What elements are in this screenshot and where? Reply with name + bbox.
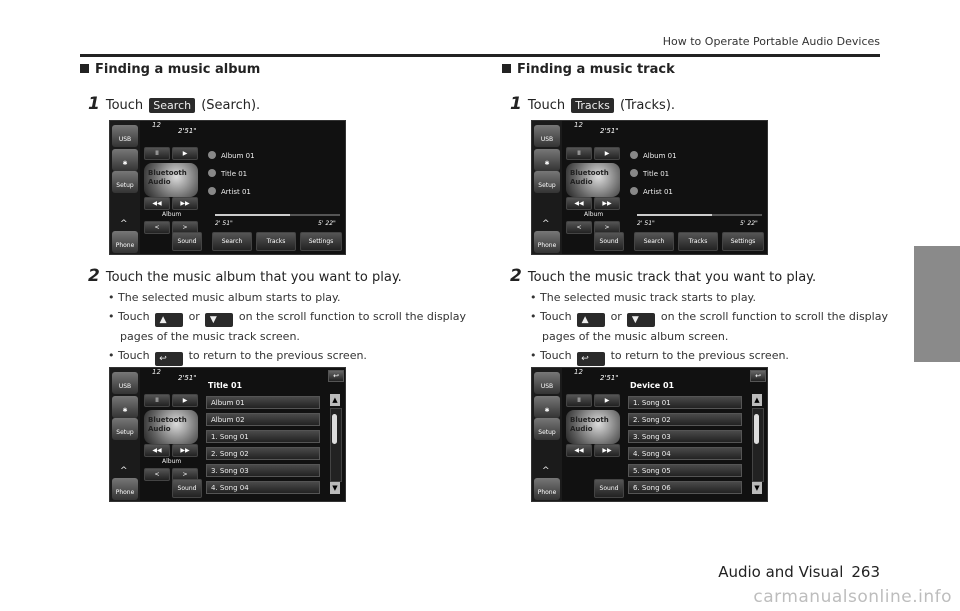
list-item[interactable]: 1. Song 01 [628, 396, 742, 409]
bluetooth-audio-logo: Bluetooth Audio [144, 410, 198, 444]
track-number: 12 [574, 121, 583, 129]
header-rule [80, 54, 880, 57]
pause-button[interactable]: II [566, 147, 592, 160]
step-1: 1 Touch Tracks (Tracks). [510, 94, 676, 114]
bullet-3: • Touch ↩ to return to the previous screen. [108, 349, 367, 364]
prev-track-button[interactable]: ◀◀ [144, 197, 170, 210]
album-label: Album [584, 211, 604, 218]
prev-track-button[interactable]: ◀◀ [144, 444, 170, 457]
next-track-button[interactable]: ▶▶ [172, 444, 198, 457]
prev-album-button[interactable]: < [144, 221, 170, 234]
list-item[interactable]: 2. Song 02 [206, 447, 320, 460]
list-title: Title 01 [208, 381, 243, 390]
title-row: Title 01 [208, 169, 247, 178]
disc-icon [630, 151, 638, 159]
usb-side-button[interactable]: USB [534, 372, 560, 394]
bluetooth-side-button[interactable]: ✱ [534, 149, 560, 171]
album-row: Album 01 [630, 151, 677, 160]
page-footer [710, 563, 880, 581]
section-heading: Finding a music album [80, 62, 470, 77]
track-number: 12 [152, 121, 161, 129]
prev-album-button[interactable]: < [566, 221, 592, 234]
person-icon [630, 187, 638, 195]
tracks-button[interactable]: Tracks [678, 232, 718, 251]
phone-side-button[interactable]: Phone [112, 231, 138, 253]
list-item[interactable]: 6. Song 06 [628, 481, 742, 494]
page-number: 263 [851, 563, 880, 581]
up-arrow-icon[interactable]: ^ [120, 219, 128, 229]
setup-side-button[interactable]: Setup [534, 171, 560, 193]
play-time: 2'51" [600, 374, 619, 382]
progress-fill [637, 214, 712, 216]
album-label: Album [162, 458, 182, 465]
list-item[interactable]: 3. Song 03 [628, 430, 742, 443]
play-button[interactable]: ▶ [172, 394, 198, 407]
list-item[interactable]: 4. Song 04 [206, 481, 320, 494]
progress-bar [637, 214, 762, 216]
back-button[interactable]: ↩ [328, 370, 344, 382]
next-album-button[interactable]: > [594, 221, 620, 234]
play-button[interactable]: ▶ [594, 394, 620, 407]
phone-side-button[interactable]: Phone [112, 478, 138, 500]
bluetooth-audio-logo: Bluetooth Audio [144, 163, 198, 197]
title-row: Title 01 [630, 169, 669, 178]
next-track-button[interactable]: ▶▶ [594, 444, 620, 457]
track-number: 12 [152, 368, 161, 376]
list-item[interactable]: 1. Song 01 [206, 430, 320, 443]
list-title: Device 01 [630, 381, 675, 390]
scroll-down-icon: ▼ [627, 313, 655, 327]
scrollbar-thumb[interactable] [332, 414, 337, 444]
album-label: Album [162, 211, 182, 218]
prev-track-button[interactable]: ◀◀ [566, 197, 592, 210]
scroll-up-button[interactable]: ▲ [330, 394, 340, 406]
artist-row: Artist 01 [630, 187, 673, 196]
next-album-button[interactable]: > [172, 221, 198, 234]
settings-button[interactable]: Settings [722, 232, 764, 251]
total-time: 5' 22" [318, 220, 336, 227]
back-button[interactable]: ↩ [750, 370, 766, 382]
prev-album-button[interactable]: < [144, 468, 170, 481]
scroll-up-icon: ▲ [155, 313, 183, 327]
scroll-up-icon: ▲ [577, 313, 605, 327]
list-item[interactable]: 4. Song 04 [628, 447, 742, 460]
chapter-tab [914, 246, 960, 362]
elapsed-time: 2' 51" [637, 220, 655, 227]
section-finding-track [502, 62, 892, 496]
setup-side-button[interactable]: Setup [534, 418, 560, 440]
running-header: How to Operate Portable Audio Devices [662, 35, 880, 48]
play-time: 2'51" [178, 374, 197, 382]
sound-button[interactable]: Sound [594, 479, 624, 498]
square-bullet-icon [502, 64, 511, 73]
list-item[interactable]: 3. Song 03 [206, 464, 320, 477]
play-button[interactable]: ▶ [594, 147, 620, 160]
bullet-1: • The selected music track starts to play. [530, 291, 756, 304]
play-button[interactable]: ▶ [172, 147, 198, 160]
up-arrow-icon[interactable]: ^ [542, 466, 550, 476]
section-name: Audio and Visual [718, 563, 844, 581]
play-time: 2'51" [178, 127, 197, 135]
music-note-icon [208, 169, 216, 177]
prev-track-button[interactable]: ◀◀ [566, 444, 592, 457]
scroll-down-icon: ▼ [205, 313, 233, 327]
person-icon [208, 187, 216, 195]
track-number: 12 [574, 368, 583, 376]
sound-button[interactable]: Sound [172, 232, 202, 251]
list-item[interactable]: 2. Song 02 [628, 413, 742, 426]
next-track-button[interactable]: ▶▶ [172, 197, 198, 210]
scroll-down-button[interactable]: ▼ [752, 482, 762, 494]
sound-button[interactable]: Sound [594, 232, 624, 251]
back-icon: ↩ [155, 352, 183, 366]
bluetooth-side-button[interactable]: ✱ [534, 396, 560, 418]
section-heading: Finding a music track [502, 62, 892, 77]
list-item[interactable]: Album 01 [206, 396, 320, 409]
album-row: Album 01 [208, 151, 255, 160]
player-screen [531, 120, 768, 255]
total-time: 5' 22" [740, 220, 758, 227]
settings-button[interactable]: Settings [300, 232, 342, 251]
up-arrow-icon[interactable]: ^ [120, 466, 128, 476]
section-finding-album [80, 62, 470, 496]
bluetooth-side-button[interactable]: ✱ [112, 149, 138, 171]
album-list-screen [109, 367, 346, 502]
list-item[interactable]: Album 02 [206, 413, 320, 426]
scroll-up-button[interactable]: ▲ [752, 394, 762, 406]
bullet-list [530, 288, 890, 366]
phone-side-button[interactable]: Phone [534, 478, 560, 500]
bluetooth-audio-logo: Bluetooth Audio [566, 410, 620, 444]
bullet-list [108, 288, 468, 366]
bullet-2: • Touch ▲ or ▼ on the scroll function to scroll the display pages of the music track screen. [108, 310, 466, 343]
music-note-icon [630, 169, 638, 177]
usb-side-button[interactable]: USB [112, 372, 138, 394]
bullet-3: • Touch ↩ to return to the previous screen. [530, 349, 789, 364]
next-track-button[interactable]: ▶▶ [594, 197, 620, 210]
next-album-button[interactable]: > [172, 468, 198, 481]
step-2: 2 Touch the music album that you want to play. [88, 266, 402, 286]
pause-button[interactable]: II [566, 394, 592, 407]
search-button[interactable]: Search [212, 232, 252, 251]
pause-button[interactable]: II [144, 147, 170, 160]
scrollbar-thumb[interactable] [754, 414, 759, 444]
search-button[interactable]: Search [634, 232, 674, 251]
sound-button[interactable]: Sound [172, 479, 202, 498]
tracks-button[interactable]: Tracks [256, 232, 296, 251]
list-item[interactable]: 5. Song 05 [628, 464, 742, 477]
setup-side-button[interactable]: Setup [112, 171, 138, 193]
square-bullet-icon [80, 64, 89, 73]
phone-side-button[interactable]: Phone [534, 231, 560, 253]
scroll-down-button[interactable]: ▼ [330, 482, 340, 494]
step-2: 2 Touch the music track that you want to play. [510, 266, 817, 286]
back-icon: ↩ [577, 352, 605, 366]
tracks-button-inline: Tracks [571, 98, 614, 113]
progress-fill [215, 214, 290, 216]
up-arrow-icon[interactable]: ^ [542, 219, 550, 229]
step-1: 1 Touch Search (Search). [88, 94, 261, 114]
search-button-inline: Search [149, 98, 195, 113]
pause-button[interactable]: II [144, 394, 170, 407]
elapsed-time: 2' 51" [215, 220, 233, 227]
setup-side-button[interactable]: Setup [112, 418, 138, 440]
usb-side-button[interactable]: USB [112, 125, 138, 147]
bullet-2: • Touch ▲ or ▼ on the scroll function to scroll the display pages of the music album screen. [530, 310, 888, 343]
watermark: carmanualsonline.info [753, 587, 952, 607]
usb-side-button[interactable]: USB [534, 125, 560, 147]
bluetooth-audio-logo: Bluetooth Audio [566, 163, 620, 197]
artist-row: Artist 01 [208, 187, 251, 196]
player-screen [109, 120, 346, 255]
bullet-1: • The selected music album starts to play. [108, 291, 341, 304]
disc-icon [208, 151, 216, 159]
play-time: 2'51" [600, 127, 619, 135]
progress-bar [215, 214, 340, 216]
track-list-screen [531, 367, 768, 502]
bluetooth-side-button[interactable]: ✱ [112, 396, 138, 418]
